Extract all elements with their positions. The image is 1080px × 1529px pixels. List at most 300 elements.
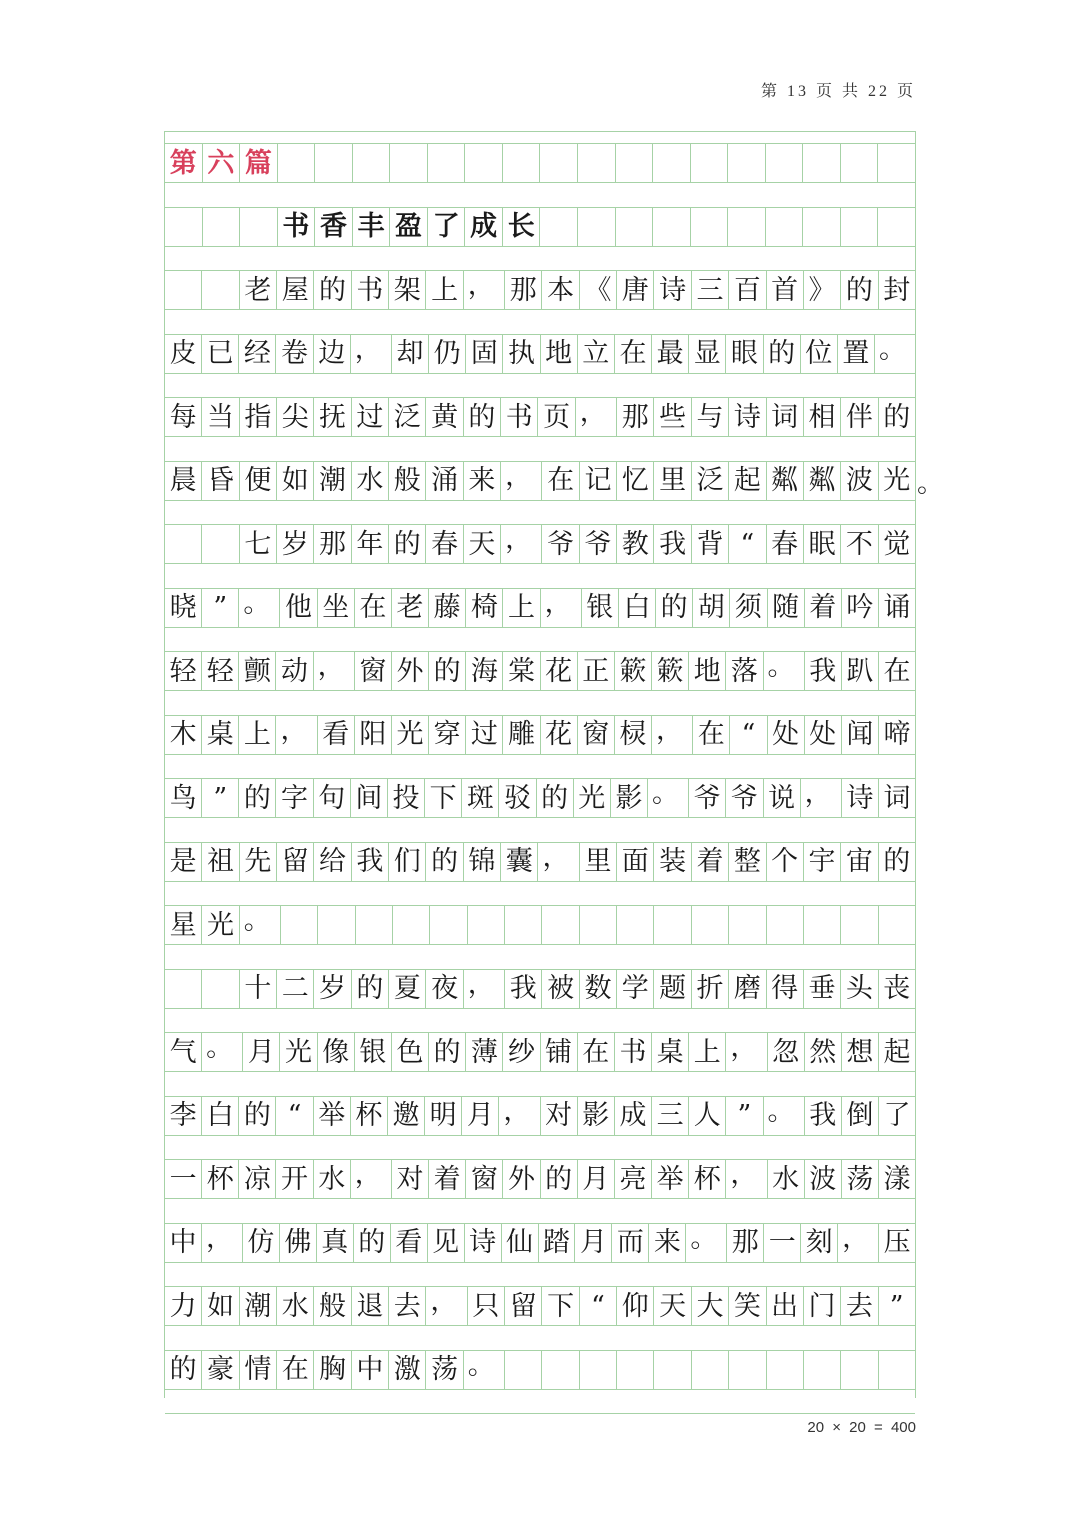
grid-cell: 如 (202, 1287, 239, 1325)
grid-cell: 夏 (389, 970, 426, 1008)
grid-cell: 对 (541, 1097, 578, 1135)
grid-cell: 刻 (801, 1224, 838, 1262)
grid-cell: 的 (656, 589, 693, 627)
grid-cell: 立 (578, 335, 615, 373)
grid-cell (617, 906, 654, 944)
grid-cell (202, 271, 239, 309)
grid-cell: 过 (352, 398, 389, 436)
grid-cell: 过 (466, 716, 503, 754)
grid-cell: 棂 (615, 716, 652, 754)
grid-cell: ， (499, 1097, 540, 1135)
grid-cell: 折 (692, 970, 729, 1008)
grid-cell (879, 906, 915, 944)
grid-cell: 置 (838, 335, 875, 373)
grid-cell: 波 (841, 462, 878, 500)
grid-cell (803, 208, 841, 246)
grid-cell: 木 (165, 716, 202, 754)
grid-cell: 水 (314, 1160, 351, 1198)
grid-cell: 书 (501, 398, 538, 436)
grid-cell: 。 (764, 652, 805, 690)
grid-cell: 退 (352, 1287, 389, 1325)
grid-cell: 长 (503, 208, 541, 246)
grid-cell: 驳 (499, 779, 536, 817)
grid-cell: 啼 (883, 719, 911, 750)
grid-cell: 星 (165, 906, 202, 944)
grid-cell: ” (889, 1290, 904, 1322)
grid-cell: 我 (805, 1097, 842, 1135)
grid-cell: 磨 (729, 970, 766, 1008)
grid-cell: ， (576, 398, 617, 436)
grid-cell: 吟 (842, 589, 879, 627)
grid-cell: 《 (580, 271, 617, 309)
grid-cell: 般 (314, 1287, 351, 1325)
grid-cell: 粼 (767, 462, 804, 500)
grid-cell: 我 (505, 970, 542, 1008)
grid-cell: 忽 (768, 1033, 805, 1071)
grid-cell: 白 (202, 1097, 239, 1135)
page-indicator: 第 13 页 共 22 页 (760, 83, 916, 100)
grid-cell: 最 (652, 335, 689, 373)
grid-cell (542, 906, 579, 944)
grid-cell: 指 (240, 398, 277, 436)
grid-cell: 闻 (842, 716, 879, 754)
grid-cell: 爷 (726, 779, 763, 817)
grid-cell: 宇 (804, 843, 841, 881)
grid-cell (878, 208, 915, 246)
grid-cell: 泛 (692, 462, 729, 500)
grid-cell (390, 144, 428, 182)
gap-band (165, 436, 915, 462)
grid-cell: 十 (240, 970, 277, 1008)
grid-cell: 外 (503, 1160, 540, 1198)
grid-cell: 仙 (502, 1224, 539, 1262)
grid-cell: 。 (239, 589, 280, 627)
grid-row (165, 1160, 915, 1198)
grid-cell (202, 525, 239, 563)
grid-cell (766, 208, 804, 246)
grid-cell (580, 906, 617, 944)
grid-cell (804, 906, 841, 944)
grid-cell: 固 (466, 335, 503, 373)
gap-band (165, 373, 915, 399)
grid-cell: 的 (429, 652, 466, 690)
grid-cell: 去 (389, 1287, 426, 1325)
grid-cell: 漾 (883, 1163, 911, 1195)
grid-cell (315, 144, 353, 182)
grid-cell: 水 (352, 462, 389, 500)
grid-cell: 觉 (883, 528, 911, 560)
grid-cell: 凉 (239, 1160, 276, 1198)
grid-cell (729, 906, 766, 944)
grid-cell (653, 208, 691, 246)
grid-cell: 水 (768, 1160, 805, 1198)
grid-cell: 第 (165, 144, 203, 182)
grid-cell (202, 970, 239, 1008)
grid-cell: 杯 (351, 1097, 388, 1135)
grid-cell: 留 (277, 843, 314, 881)
grid-cell: 在 (578, 1033, 615, 1071)
grid-cell: ， (464, 970, 505, 1008)
grid-cell: 李 (165, 1097, 202, 1135)
grid-cell (729, 1351, 766, 1389)
grid-cell: 在 (615, 335, 652, 373)
grid-cell: 的 (883, 846, 911, 877)
grid-cell: 动 (276, 652, 313, 690)
grid-cell: 忆 (617, 462, 654, 500)
grid-cell: 随 (768, 589, 805, 627)
grid-cell: 的 (537, 779, 574, 817)
gap-band (165, 754, 915, 780)
grid-cell: 题 (654, 970, 691, 1008)
grid-cell: 一 (165, 1160, 202, 1198)
grid-cell: 在 (277, 1351, 314, 1389)
grid-row (165, 716, 915, 754)
grid-cell: ， (276, 716, 317, 754)
grid-cell: 》 (804, 271, 841, 309)
grid-cell: 胸 (314, 1351, 351, 1389)
grid-cell: 正 (578, 652, 615, 690)
grid-cell: 是 (165, 843, 202, 881)
grid-cell: 我 (654, 525, 691, 563)
grid-cell: 桌 (202, 716, 239, 754)
grid-cell: 天 (464, 525, 501, 563)
grid-cell: 被 (542, 970, 579, 1008)
grid-cell: ， (726, 1160, 767, 1198)
grid-cell: 不 (841, 525, 878, 563)
grid-cell: 光 (202, 906, 239, 944)
grid-cell: 杯 (689, 1160, 726, 1198)
grid-cell: 处 (805, 716, 842, 754)
grid-cell: 处 (768, 716, 805, 754)
grid-cell: 花 (541, 652, 578, 690)
grid-cell: 却 (392, 335, 429, 373)
grid-cell: “ (729, 525, 766, 563)
grid-cell: 上 (426, 271, 463, 309)
grid-cell: 颤 (239, 652, 276, 690)
grid-row (165, 525, 915, 563)
gap-band (165, 1262, 915, 1288)
grid-cell: 字 (276, 779, 313, 817)
grid-row (165, 843, 915, 881)
gap-band (165, 1071, 915, 1097)
grid-cell: ， (426, 1287, 467, 1325)
grid-cell (356, 906, 393, 944)
grid-cell: 起 (883, 1036, 911, 1068)
grid-cell: 的 (764, 335, 801, 373)
grid-cell: 在 (883, 655, 911, 687)
grid-cell: 的 (239, 1097, 276, 1135)
grid-cell: 粼 (804, 462, 841, 500)
grid-cell (393, 906, 430, 944)
grid-row (165, 1224, 915, 1262)
grid-cell (728, 144, 766, 182)
grid-cell: 在 (693, 716, 730, 754)
grid-cell: 中 (352, 1351, 389, 1389)
grid-cell: 银 (355, 1033, 392, 1071)
grid-cell: 爷 (542, 525, 579, 563)
grid-cell: 书 (352, 271, 389, 309)
grid-cell: 些 (654, 398, 691, 436)
gap-band (165, 627, 915, 653)
grid-cell: 窗 (355, 652, 392, 690)
grid-cell: 垂 (804, 970, 841, 1008)
grid-cell (540, 144, 578, 182)
grid-cell: 伴 (841, 398, 878, 436)
grid-cell: 仿 (243, 1224, 280, 1262)
grid-cell: 桌 (652, 1033, 689, 1071)
grid-cell: 情 (240, 1351, 277, 1389)
gap-band (165, 690, 915, 716)
grid-cell: 笑 (729, 1287, 766, 1325)
grid-cell: 月 (462, 1097, 499, 1135)
grid-cell (468, 906, 505, 944)
grid-cell: 波 (805, 1160, 842, 1198)
grid-cell: 花 (541, 716, 578, 754)
grid-cell: 与 (692, 398, 729, 436)
grid-cell: 唐 (617, 271, 654, 309)
grid-cell: 六 (203, 144, 241, 182)
grid-cell: ， (652, 716, 693, 754)
grid-cell: 银 (582, 589, 619, 627)
grid-cell (879, 1351, 915, 1389)
grid-cell: 涌 (426, 462, 463, 500)
grid-row (165, 906, 915, 944)
gap-band (165, 1008, 915, 1034)
grid-cell: 诗 (842, 779, 879, 817)
grid-cell: 面 (617, 843, 654, 881)
grid-cell: 落 (726, 652, 763, 690)
grid-row (165, 335, 915, 373)
grid-cell: 光 (392, 716, 429, 754)
grid-cell: 。 (764, 1097, 805, 1135)
grid-cell: 的 (464, 398, 501, 436)
grid-cell: 上 (239, 716, 276, 754)
grid-cell (653, 144, 691, 182)
grid-cell: 。 (464, 1351, 505, 1389)
grid-cell: 岁 (314, 970, 351, 1008)
grid-cell: 。 (648, 779, 689, 817)
grid-cell (165, 525, 202, 563)
grid-cell (767, 906, 804, 944)
grid-cell: 留 (505, 1287, 542, 1325)
grid-cell: 的 (429, 1033, 466, 1071)
grid-cell: 大 (692, 1287, 729, 1325)
grid-row (165, 208, 915, 246)
grid-cell (165, 208, 203, 246)
grid-cell (505, 906, 542, 944)
gap-band (165, 817, 915, 843)
grid-cell: 只 (468, 1287, 505, 1325)
grid-cell (616, 208, 654, 246)
grid-cell: 那 (617, 398, 654, 436)
grid-cell: 诵 (883, 592, 911, 623)
grid-cell: 月 (578, 1160, 615, 1198)
grid-cell (841, 906, 878, 944)
grid-cell: 佛 (280, 1224, 317, 1262)
grid-cell: 相 (804, 398, 841, 436)
grid-cell: 在 (542, 462, 579, 500)
grid-cell: 词 (883, 782, 911, 814)
grid-cell: 眠 (804, 525, 841, 563)
grid-cell: 了 (428, 208, 466, 246)
grid-cell: 色 (392, 1033, 429, 1071)
gap-band (165, 246, 915, 272)
grid-cell: 诗 (465, 1224, 502, 1262)
grid-cell: 来 (464, 462, 501, 500)
grid-cell: 仍 (429, 335, 466, 373)
grid-cell: 书 (278, 208, 316, 246)
grid-cell (165, 970, 202, 1008)
grid-cell: 晓 (165, 589, 202, 627)
grid-cell (766, 144, 804, 182)
grid-cell: ， (726, 1033, 767, 1071)
grid-row (165, 1351, 915, 1389)
grid-cell: 屋 (277, 271, 314, 309)
grid-cell: 明 (425, 1097, 462, 1135)
grid-cell: 须 (730, 589, 767, 627)
grid-cell: 百 (729, 271, 766, 309)
grid-cell: ， (501, 462, 542, 500)
grid-cell: ， (801, 779, 842, 817)
grid-cell: 得 (767, 970, 804, 1008)
grid-cell: 。 (878, 333, 906, 365)
grid-cell: 的 (541, 1160, 578, 1198)
grid-row (165, 589, 915, 627)
grid-cell: 们 (389, 843, 426, 881)
grid-cell: 诗 (729, 398, 766, 436)
grid-cell: 阳 (355, 716, 392, 754)
grid-cell: 背 (692, 525, 729, 563)
grid-cell (841, 208, 879, 246)
grid-cell: 皮 (165, 335, 202, 373)
grid-cell: ” (726, 1097, 763, 1135)
grid-cell: 经 (239, 335, 276, 373)
grid-cell: 影 (611, 779, 648, 817)
grid-cell: 投 (388, 779, 425, 817)
grid-cell: 卷 (276, 335, 313, 373)
grid-cell: 去 (841, 1287, 878, 1325)
grid-cell: 老 (240, 271, 277, 309)
grid-cell: 月 (575, 1224, 612, 1262)
grid-cell: 句 (314, 779, 351, 817)
grid-cell: 豪 (202, 1351, 239, 1389)
grid-cell: 真 (317, 1224, 354, 1262)
grid-cell: 而 (612, 1224, 649, 1262)
grid-cell: 那 (505, 271, 542, 309)
grid-cell (503, 144, 541, 182)
grid-cell (767, 1351, 804, 1389)
grid-cell: 气 (165, 1033, 202, 1071)
grid-cell: 封 (883, 274, 911, 306)
grid-cell: 白 (619, 589, 656, 627)
grid-cell (540, 208, 578, 246)
grid-cell: 天 (654, 1287, 691, 1325)
grid-cell: ， (202, 1224, 243, 1262)
grid-cell: 个 (767, 843, 804, 881)
grid-cell: 椅 (466, 589, 503, 627)
grid-cell: 本 (542, 271, 579, 309)
grid-cell: 棠 (503, 652, 540, 690)
grid-cell: 潮 (240, 1287, 277, 1325)
grid-cell: 他 (280, 589, 317, 627)
grid-cell: 每 (165, 398, 202, 436)
grid-cell: 间 (351, 779, 388, 817)
gap-band (165, 1325, 915, 1351)
grid-cell: 当 (202, 398, 239, 436)
grid-cell: 杯 (202, 1160, 239, 1198)
grid-cell: 趴 (842, 652, 879, 690)
grid-cell: 教 (617, 525, 654, 563)
grid-cell: 边 (314, 335, 351, 373)
grid-cell (578, 144, 616, 182)
grid-cell (505, 1351, 542, 1389)
grid-cell: 篇 (240, 144, 278, 182)
grid-cell (691, 208, 729, 246)
grid-cell (691, 144, 729, 182)
grid-cell: “ (730, 716, 767, 754)
grid-cell: 学 (617, 970, 654, 1008)
grid-cell: 荡 (842, 1160, 879, 1198)
grid-cell: “ (580, 1287, 617, 1325)
grid-cell: 的 (883, 401, 911, 433)
grid-cell: 先 (240, 843, 277, 881)
grid-cell: 着 (429, 1160, 466, 1198)
grid-cell: 给 (314, 843, 351, 881)
grid-cell: 香 (315, 208, 353, 246)
grid-cell: 成 (615, 1097, 652, 1135)
grid-cell: 我 (805, 652, 842, 690)
grid-cell: 首 (767, 271, 804, 309)
grid-cell: 爷 (689, 779, 726, 817)
grid-cell: 踏 (539, 1224, 576, 1262)
grid-cell: ， (351, 335, 392, 373)
grid-cell: 着 (692, 843, 729, 881)
grid-cell: 在 (355, 589, 392, 627)
gap-band (165, 1135, 915, 1161)
grid-cell: 宙 (841, 843, 878, 881)
grid-cell (542, 1351, 579, 1389)
grid-cell: 装 (654, 843, 691, 881)
grid-cell: 上 (503, 589, 540, 627)
grid-cell: 想 (842, 1033, 879, 1071)
grid-cell: 着 (805, 589, 842, 627)
grid-cell: 看 (391, 1224, 428, 1262)
grid-cell: ， (538, 843, 579, 881)
grid-cell: 的 (314, 271, 351, 309)
grid-cell: 坐 (318, 589, 355, 627)
grid-cell: 潮 (314, 462, 351, 500)
grid-cell: 窗 (578, 716, 615, 754)
grid-cell: ， (838, 1224, 879, 1262)
grid-cell: 雕 (503, 716, 540, 754)
grid-cell: ， (541, 589, 582, 627)
gap-band (165, 131, 915, 144)
grid-cell (841, 1351, 878, 1389)
grid-cell: 我 (352, 843, 389, 881)
grid-row (165, 1287, 915, 1325)
grid-cell: 如 (277, 462, 314, 500)
grid-cell (318, 906, 355, 944)
gap-band (165, 563, 915, 589)
grid-cell: 穿 (429, 716, 466, 754)
grid-cell (841, 144, 879, 182)
grid-cell: 说 (764, 779, 801, 817)
gap-band (165, 500, 915, 526)
grid-cell: 的 (352, 970, 389, 1008)
grid-cell (616, 144, 654, 182)
grid-cell: 那 (727, 1224, 764, 1262)
overflow-punctuation: 。 (917, 467, 944, 499)
